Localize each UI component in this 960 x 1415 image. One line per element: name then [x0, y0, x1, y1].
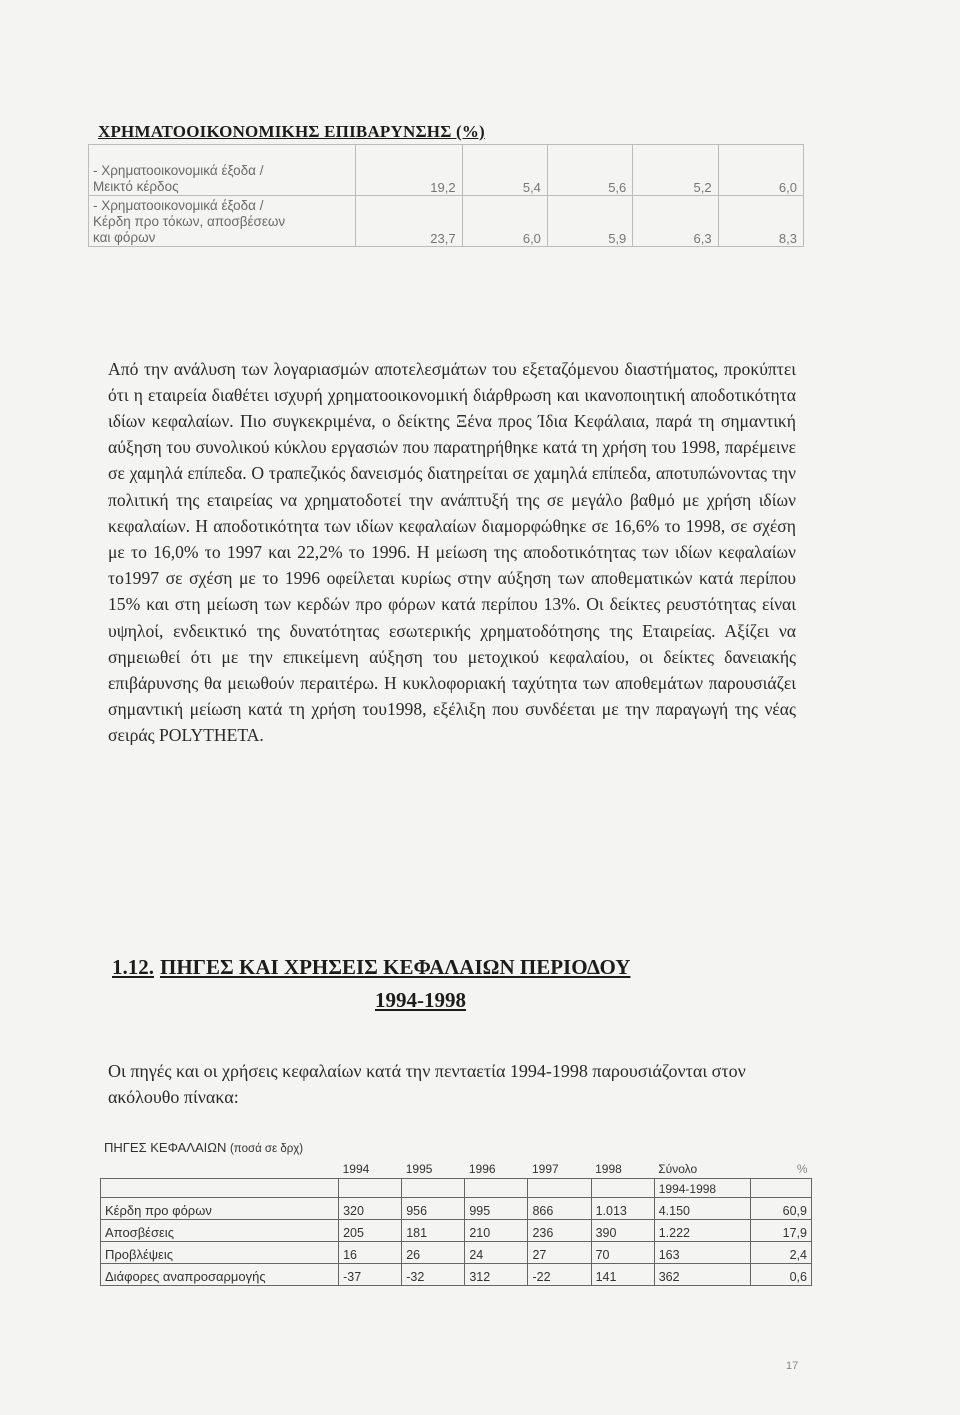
table-cell	[528, 1179, 591, 1198]
table-cell: 23,7	[356, 196, 463, 247]
section-title-text: ΠΗΓΕΣ ΚΑΙ ΧΡΗΣΕΙΣ ΚΕΦΑΛΑΙΩΝ ΠΕΡΙΟΔΟΥ	[160, 955, 631, 979]
row-label: Διάφορες αναπροσαρμογής	[101, 1264, 339, 1286]
ratio-section-heading: ΧΡΗΜΑΤΟΟΙΚΟΝΟΜΙΚΗΣ ΕΠΙΒΑΡΥΝΣΗΣ (%)	[98, 122, 485, 141]
table-cell: -32	[402, 1264, 465, 1286]
table-cell: 8,3	[718, 196, 803, 247]
column-header: 1994	[342, 1162, 370, 1176]
table-cell: 390	[591, 1220, 654, 1242]
table-cell: 70	[591, 1242, 654, 1264]
total-subheader: 1994-1998	[654, 1179, 750, 1198]
table-cell: 1.222	[654, 1220, 750, 1242]
table-cell: 5,4	[462, 145, 547, 196]
section-number: 1.12.	[112, 955, 154, 979]
row-label-line: Μεικτό κέρδος	[93, 179, 179, 194]
table-cell: 24	[465, 1242, 528, 1264]
column-header: %	[796, 1162, 808, 1176]
table-row	[89, 145, 804, 196]
table-cell: 210	[465, 1220, 528, 1242]
table-cell: -22	[528, 1264, 591, 1286]
page-number: 17	[786, 1360, 799, 1372]
table-cell: 1.013	[591, 1198, 654, 1220]
column-header: 1998	[595, 1162, 622, 1176]
table-cell	[591, 1179, 654, 1198]
row-label	[89, 196, 356, 247]
table-subheader-row	[101, 1179, 812, 1198]
column-header: Σύνολο	[658, 1162, 698, 1176]
table-cell: 2,4	[751, 1242, 812, 1264]
sources-table-title: ΠΗΓΕΣ ΚΕΦΑΛΑΙΩΝ	[104, 1140, 227, 1155]
financial-burden-table	[88, 144, 804, 247]
table-cell: 16	[339, 1242, 402, 1264]
row-label-line: - Χρηματοοικονομικά έξοδα /	[93, 198, 264, 213]
table-cell: 5,2	[633, 145, 718, 196]
capital-sources-table	[100, 1156, 812, 1286]
column-header: 1995	[405, 1162, 433, 1176]
table-cell: 163	[654, 1242, 750, 1264]
table-cell: 956	[402, 1198, 465, 1220]
table-row	[101, 1198, 812, 1220]
table-cell: 181	[402, 1220, 465, 1242]
row-label	[89, 145, 356, 196]
row-label: Κέρδη προ φόρων	[101, 1198, 339, 1220]
table-cell: -37	[339, 1264, 402, 1286]
table-cell: 60,9	[751, 1198, 812, 1220]
table-cell	[101, 1179, 339, 1198]
analysis-paragraph: Από την ανάλυση των λογαριασμών αποτελεσμάτων του εξεταζόμενου διαστήματος, προκύπτει ότι η εταιρεία διαθέτει ισχυρή χρηματοοικονομική διάρθρωση και ικανοποιητική αποδοτικότητα ιδίων κεφαλαίων. Πιο συγκεκριμένα, ο δείκτης Ξένα προς Ίδια Κεφάλαια, παρά τη σημαντική αύξηση του συνολικού κύκλου εργασιών που παρατηρήθηκε κατά τη χρήση του 1998, παρέμεινε σε χαμηλά επίπεδα. Ο τραπεζικός δανεισμός διατηρείται σε χαμηλά επίπεδα, αποτυπώνοντας την πολιτική της εταιρείας να χρηματοδοτεί την ανάπτυξή της σε μεγάλο βαθμό με χρήση ιδίων κεφαλαίων. Η αποδοτικότητα των ιδίων κεφαλαίων διαμορφώθηκε σε 16,6% το 1998, σε σχέση με το 16,0% το 1997 και 22,2% το 1996. Η μείωση της αποδοτικότητας των ιδίων κεφαλαίων το1997 σε σχέση με το 1996 οφείλεται κυρίως στην αύξηση των αποθεματικών κατά περίπου 15% και στη μείωση των κερδών προ φόρων κατά περίπου 13%. Οι δείκτες ρευστότητας είναι υψηλοί, ενδεικτικό της δυνατότητας εσωτερικής χρηματοδότησης της Εταιρείας. Αξίζει να σημειωθεί ότι με την επικείμενη αύξηση του μετοχικού κεφαλαίου, οι δείκτες δανειακής επιβάρυνσης θα μειωθούν περαιτέρω. Η κυκλοφοριακή ταχύτητα των αποθεμάτων παρουσιάζει σημαντική μείωση κατά τη χρήση του1998, εξέλιξη που συνδέεται με την παραγωγή της νέας σειράς POLYTHETA.	[108, 358, 796, 746]
section-intro: Οι πηγές και οι χρήσεις κεφαλαίων κατά την πενταετία 1994-1998 παρουσιάζονται στον ακόλουθο πίνακα:	[108, 1061, 746, 1107]
table-cell: 27	[528, 1242, 591, 1264]
table-cell: 26	[402, 1242, 465, 1264]
row-label-line: και φόρων	[93, 230, 156, 245]
table-cell	[465, 1179, 528, 1198]
table-cell: 6,3	[633, 196, 718, 247]
sources-table-unit: (ποσά σε δρχ)	[229, 1143, 304, 1155]
column-header-blank	[101, 1156, 339, 1179]
table-cell: 19,2	[356, 145, 463, 196]
table-cell	[339, 1179, 402, 1198]
table-row	[89, 196, 804, 247]
table-row	[101, 1242, 812, 1264]
table-cell: 312	[465, 1264, 528, 1286]
row-label: Αποσβέσεις	[101, 1220, 339, 1242]
table-header-row	[101, 1156, 812, 1179]
row-label-line: Κέρδη προ τόκων, αποσβέσεων	[93, 214, 286, 229]
row-label-line: - Χρηματοοικονομικά έξοδα /	[93, 163, 264, 178]
table-row	[101, 1264, 812, 1286]
table-cell: 6,0	[462, 196, 547, 247]
table-row	[101, 1220, 812, 1242]
table-cell	[402, 1179, 465, 1198]
table-cell: 5,6	[547, 145, 632, 196]
table-cell: 0,6	[751, 1264, 812, 1286]
table-cell: 236	[528, 1220, 591, 1242]
table-cell: 5,9	[547, 196, 632, 247]
table-cell: 320	[339, 1198, 402, 1220]
table-cell: 17,9	[751, 1220, 812, 1242]
table-cell: 205	[339, 1220, 402, 1242]
table-cell: 362	[654, 1264, 750, 1286]
section-title	[112, 955, 812, 980]
table-cell	[751, 1179, 812, 1198]
column-header: 1996	[468, 1162, 496, 1176]
sources-table-heading	[104, 1140, 303, 1155]
table-cell: 141	[591, 1264, 654, 1286]
row-label: Προβλέψεις	[101, 1242, 339, 1264]
table-cell: 4.150	[654, 1198, 750, 1220]
table-cell: 6,0	[718, 145, 803, 196]
table-cell: 866	[528, 1198, 591, 1220]
section-years: 1994-1998	[375, 988, 466, 1012]
column-header: 1997	[531, 1162, 559, 1176]
table-cell: 995	[465, 1198, 528, 1220]
